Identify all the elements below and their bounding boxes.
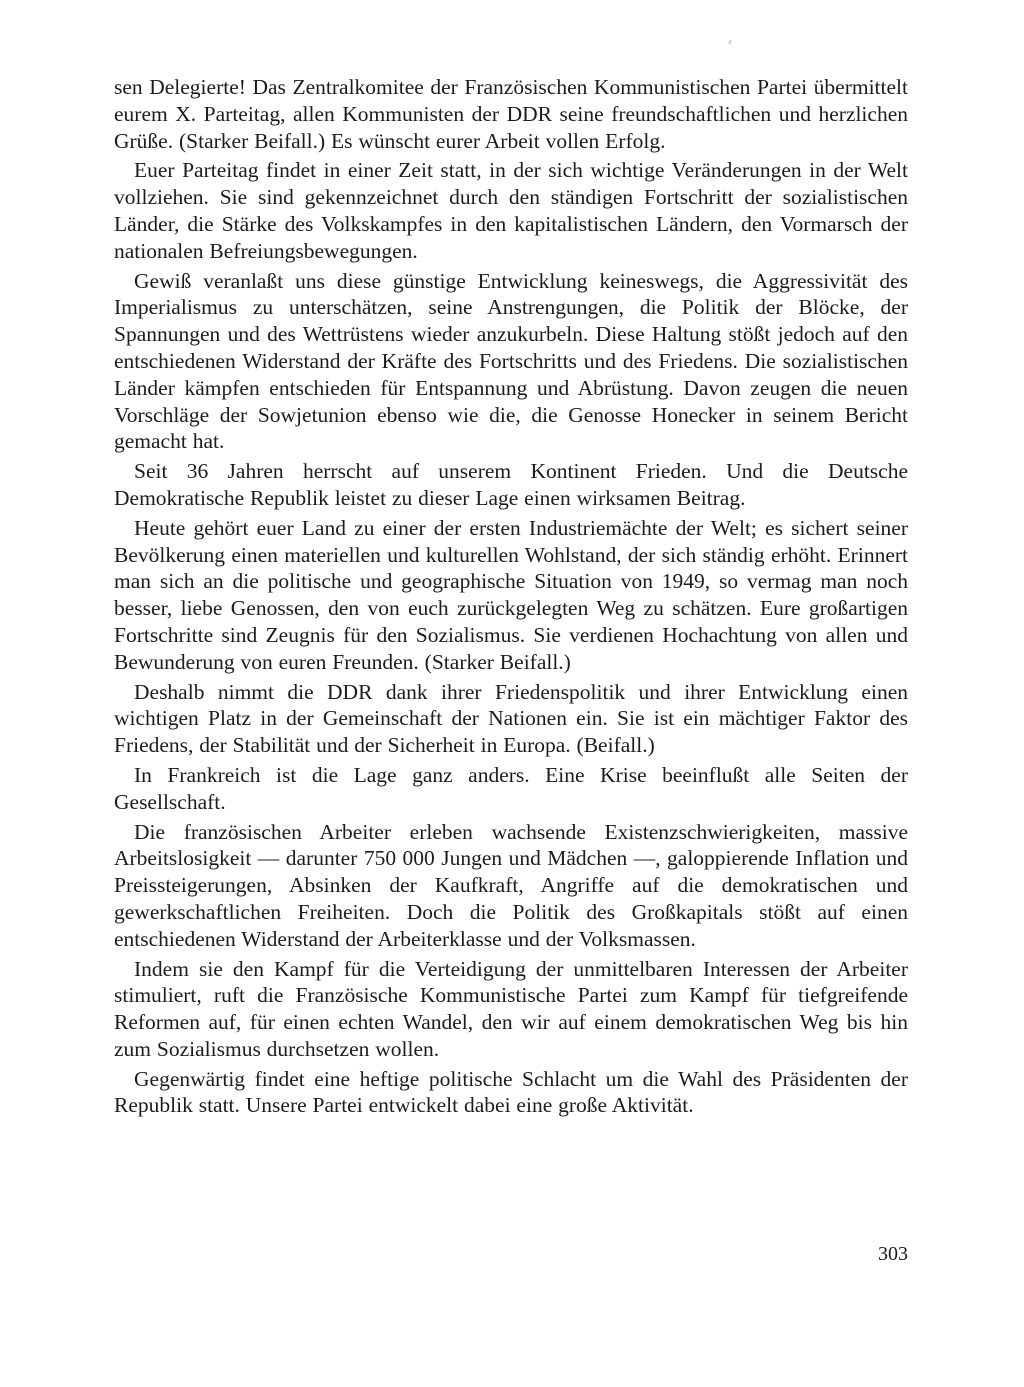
paragraph-2: Euer Parteitag findet in einer Zeit statt, in der sich wichtige Veränderungen in der Welt vollziehen. Sie sind gekennzeichnet durch den ständigen Fortschritt der sozialistischen Länder, die Stärke des Volkskampfes in den kapitalistischen Ländern, den Vormarsch der nationalen Befreiungsbewegungen.: [114, 158, 908, 263]
paragraph-7: In Frankreich ist die Lage ganz anders. Eine Krise beeinflußt alle Seiten der Gesellschaft.: [114, 762, 908, 814]
paragraph-10: Gegenwärtig findet eine heftige politische Schlacht um die Wahl des Präsidenten der Republik statt. Unsere Partei entwickelt dabei eine große Aktivität.: [114, 1066, 908, 1118]
paragraph-9: Indem sie den Kampf für die Verteidigung der unmittelbaren Interessen der Arbeiter stimuliert, ruft die Französische Kommunistische Partei zum Kampf für tiefgreifende Reformen auf, für einen echten Wandel, den wir auf einem demokratischen Weg bis hin zum Sozialismus durchsetzen wollen.: [114, 956, 908, 1061]
scan-speck: [728, 40, 732, 44]
paragraph-3: Gewiß veranlaßt uns diese günstige Entwicklung keineswegs, die Aggressivität des Imperialismus zu unterschätzen, seine Anstrengungen, die Politik der Blöcke, der Spannungen und des Wettrüstens wieder anzukurbeln. Diese Haltung stößt jedoch auf den entschiedenen Widerstand der Kräfte des Fortschritts und des Friedens. Die sozialistischen Länder kämpfen entschieden für Entspannung und Abrüstung. Davon zeugen die neuen Vorschläge der Sowjetunion ebenso wie die, die Genosse Honecker in seinem Bericht gemacht hat.: [114, 268, 908, 454]
page-number: 303: [878, 1243, 908, 1265]
paragraph-6: Deshalb nimmt die DDR dank ihrer Friedenspolitik und ihrer Entwicklung einen wichtigen Platz in der Gemeinschaft der Nationen ein. Sie ist ein mächtiger Faktor des Friedens, der Stabilität und der Sicherheit in Europa. (Beifall.): [114, 679, 908, 758]
paragraph-5: Heute gehört euer Land zu einer der ersten Industriemächte der Welt; es sichert seiner Bevölkerung einen materiellen und kulturellen Wohlstand, der sich ständig erhöht. Erinnert man sich an die politische und geographische Situation von 1949, so vermag man noch besser, liebe Genossen, den von euch zurückgelegten Weg zu schätzen. Eure großartigen Fortschritte sind Zeugnis für den Sozialismus. Sie verdienen Hochachtung von allen und Bewunderung von euren Freunden. (Starker Beifall.): [114, 515, 908, 674]
paragraph-4: Seit 36 Jahren herrscht auf unserem Kontinent Frieden. Und die Deutsche Demokratische Republik leistet zu dieser Lage einen wirksamen Beitrag.: [114, 459, 908, 510]
page-body: [114, 74, 908, 1119]
paragraph-8: Die französischen Arbeiter erleben wachsende Existenzschwierigkeiten, massive Arbeitslosigkeit — darunter 750 000 Jungen und Mädchen —, galoppierende Inflation und Preissteigerungen, Absinken der Kaufkraft, Angriffe auf die demokratischen und gewerkschaftlichen Freiheiten. Doch die Politik des Großkapitals stößt auf einen entschiedenen Widerstand der Arbeiterklasse und der Volksmassen.: [114, 819, 908, 951]
paragraph-1: sen Delegierte! Das Zentralkomitee der Französischen Kommunistischen Partei übermittelt eurem X. Parteitag, allen Kommunisten der DDR seine freundschaftlichen und herzlichen Grüße. (Starker Beifall.) Es wünscht eurer Arbeit vollen Erfolg.: [114, 75, 908, 153]
